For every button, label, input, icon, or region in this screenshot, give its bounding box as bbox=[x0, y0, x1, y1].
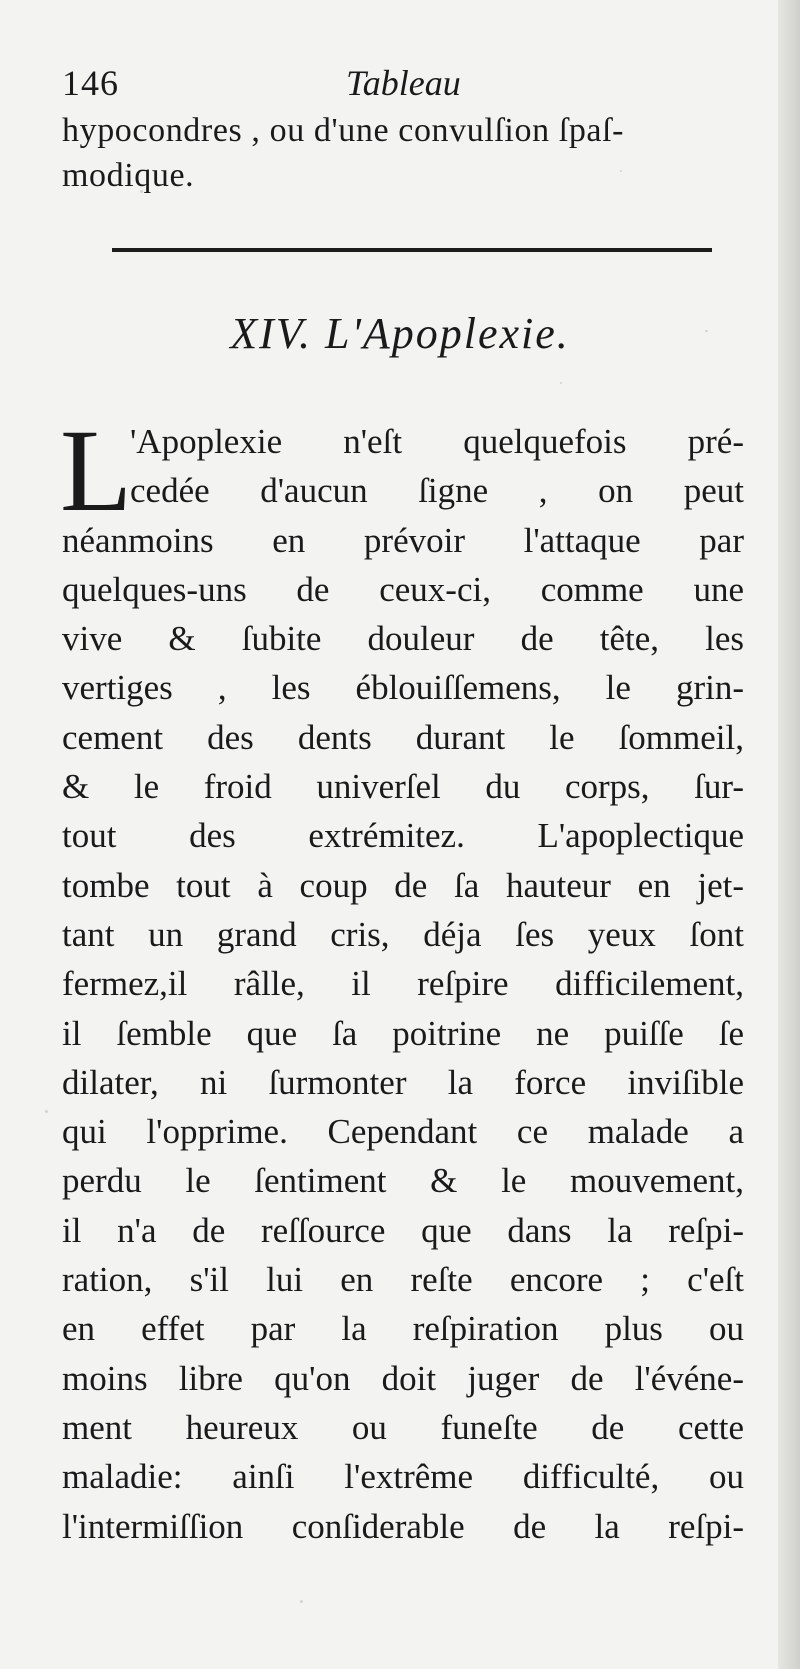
text-line: ration, s'il lui en reſte encore ; c'eſt bbox=[62, 1260, 744, 1300]
section-divider bbox=[112, 248, 712, 252]
text-line: qui l'opprime. Cependant ce malade a bbox=[62, 1112, 744, 1152]
text-line: dilater, ni ſurmonter la force inviſible bbox=[62, 1062, 744, 1102]
text-line: en effet par la reſpiration plus ou bbox=[62, 1309, 744, 1349]
text-line: ment heureux ou funeſte de cette bbox=[62, 1407, 744, 1447]
text-line: modique. bbox=[62, 157, 195, 194]
text-line: 'Apoplexie n'eſt quelquefois pré- bbox=[130, 422, 744, 461]
text-line: cedée d'aucun ſigne , on peut bbox=[130, 471, 744, 511]
text-line: tombe tout à coup de ſa hauteur en jet- bbox=[62, 865, 744, 905]
running-title: Tableau bbox=[346, 63, 461, 103]
text-line: & le froid univerſel du corps, ſur- bbox=[62, 767, 744, 807]
carryover-text bbox=[62, 108, 742, 198]
text-line: hypocondres , ou d'une convulſion ſpaſ- bbox=[62, 112, 625, 149]
text-line: il ſemble que ſa poitrine ne puiſſe ſe bbox=[62, 1013, 744, 1053]
paper-speck bbox=[560, 382, 562, 384]
text-line: vertiges , les éblouiſſemens, le grin- bbox=[62, 668, 744, 708]
page-edge-shadow bbox=[778, 0, 800, 1669]
text-line: il n'a de reſſource que dans la reſpi- bbox=[62, 1210, 744, 1250]
text-line: maladie: ainſi l'extrême difficulté, ou bbox=[62, 1457, 744, 1497]
text-line: quelques-uns de ceux-ci, comme une bbox=[62, 569, 744, 609]
page-header bbox=[62, 62, 742, 112]
text-line: cement des dents durant le ſommeil, bbox=[62, 717, 744, 757]
text-line: néanmoins en prévoir l'attaque par bbox=[62, 520, 744, 560]
drop-cap: L bbox=[60, 405, 133, 536]
page-number: 146 bbox=[62, 63, 119, 103]
paper-speck bbox=[45, 1110, 48, 1113]
text-line: perdu le ſentiment & le mouvement, bbox=[62, 1161, 744, 1201]
paper-speck bbox=[300, 1600, 303, 1603]
text-line: tout des extrémitez. L'apoplectique bbox=[62, 816, 744, 856]
text-line: tant un grand cris, déja ſes yeux ſont bbox=[62, 914, 744, 954]
body-text bbox=[62, 417, 744, 1551]
text-line: l'intermiſſion conſiderable de la reſpi- bbox=[62, 1506, 744, 1546]
text-line: vive & ſubite douleur de tête, les bbox=[62, 619, 744, 659]
section-title: XIV. L'Apoplexie. bbox=[230, 309, 570, 358]
text-line: fermez,il râlle, il reſpire difficilement, bbox=[62, 964, 744, 1004]
text-line: moins libre qu'on doit juger de l'événe- bbox=[62, 1358, 744, 1398]
